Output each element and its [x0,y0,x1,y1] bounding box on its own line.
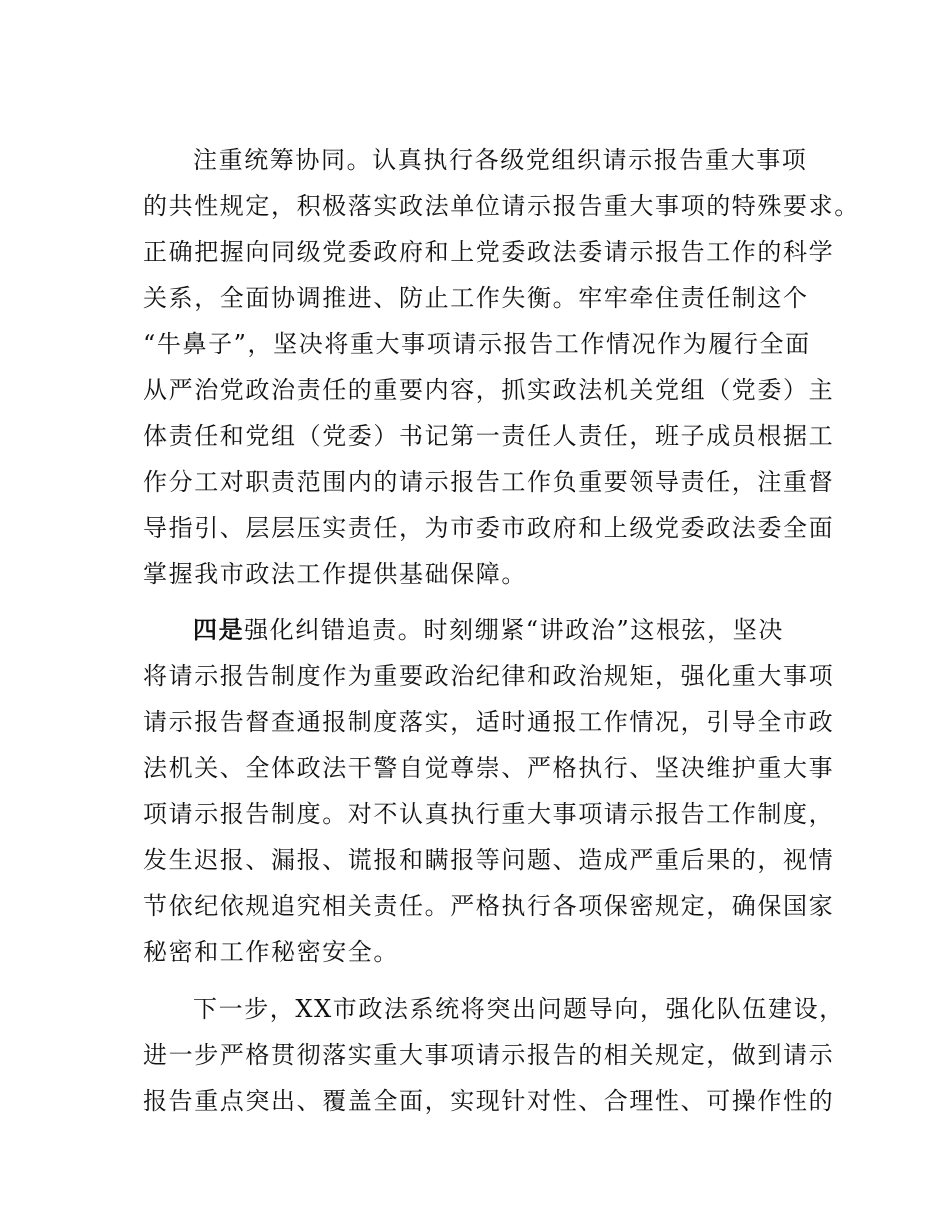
text-line [193,615,784,645]
text-line: 注重统筹协同。认真执行各级党组织请示报告重大事项 [193,146,808,174]
text-line: 将请示报告制度作为重要政治纪律和政治规矩，强化重大事项 [143,662,835,690]
text-line: 发生迟报、漏报、谎报和瞒报等问题、造成严重后果的，视情 [143,846,835,874]
text-line: 体责任和党组（党委）书记第一责任人责任，班子成员根据工 [143,422,835,450]
text-line: “牛鼻子”，坚决将重大事项请示报告工作情况作为履行全面 [143,330,811,358]
text-line: 关系，全面协调推进、防止工作失衡。牢牢牵住责任制这个 [143,284,809,312]
text-line: 请示报告督查通报制度落实，适时通报工作情况，引导全市政 [143,708,835,736]
text-line: 正确把握向同级党委政府和上党委政法委请示报告工作的科学 [143,238,835,266]
lead-text: 强化纠错追责。时刻绷紧“讲政治”这根弦，坚决 [244,616,784,644]
text-line: 报告重点突出、覆盖全面，实现针对性、合理性、可操作性的 [143,1087,835,1115]
text-line: 从严治党政治责任的重要内容，抓实政法机关党组（党委）主 [143,376,835,404]
text-line: 的共性规定，积极落实政法单位请示报告重大事项的特殊要求。 [143,192,860,220]
text-line: 节依纪依规追究相关责任。严格执行各项保密规定，确保国家 [143,892,835,920]
text-line: 下一步，XX市政法系统将突出问题导向，强化队伍建设， [193,995,845,1023]
text-line: 项请示报告制度。对不认真执行重大事项请示报告工作制度， [143,800,835,828]
text-line: 进一步严格贯彻落实重大事项请示报告的相关规定，做到请示 [143,1041,835,1069]
lead-heading: 四是 [193,615,245,644]
text-line: 法机关、全体政法干警自觉尊崇、严格执行、坚决维护重大事 [143,754,835,782]
text-line: 导指引、层层压实责任，为市委市政府和上级党委政法委全面 [143,514,835,542]
text-line: 作分工对职责范围内的请示报告工作负重要领导责任，注重督 [143,468,835,496]
text-line: 掌握我市政法工作提供基础保障。 [143,560,527,588]
text-line: 秘密和工作秘密安全。 [143,938,399,966]
